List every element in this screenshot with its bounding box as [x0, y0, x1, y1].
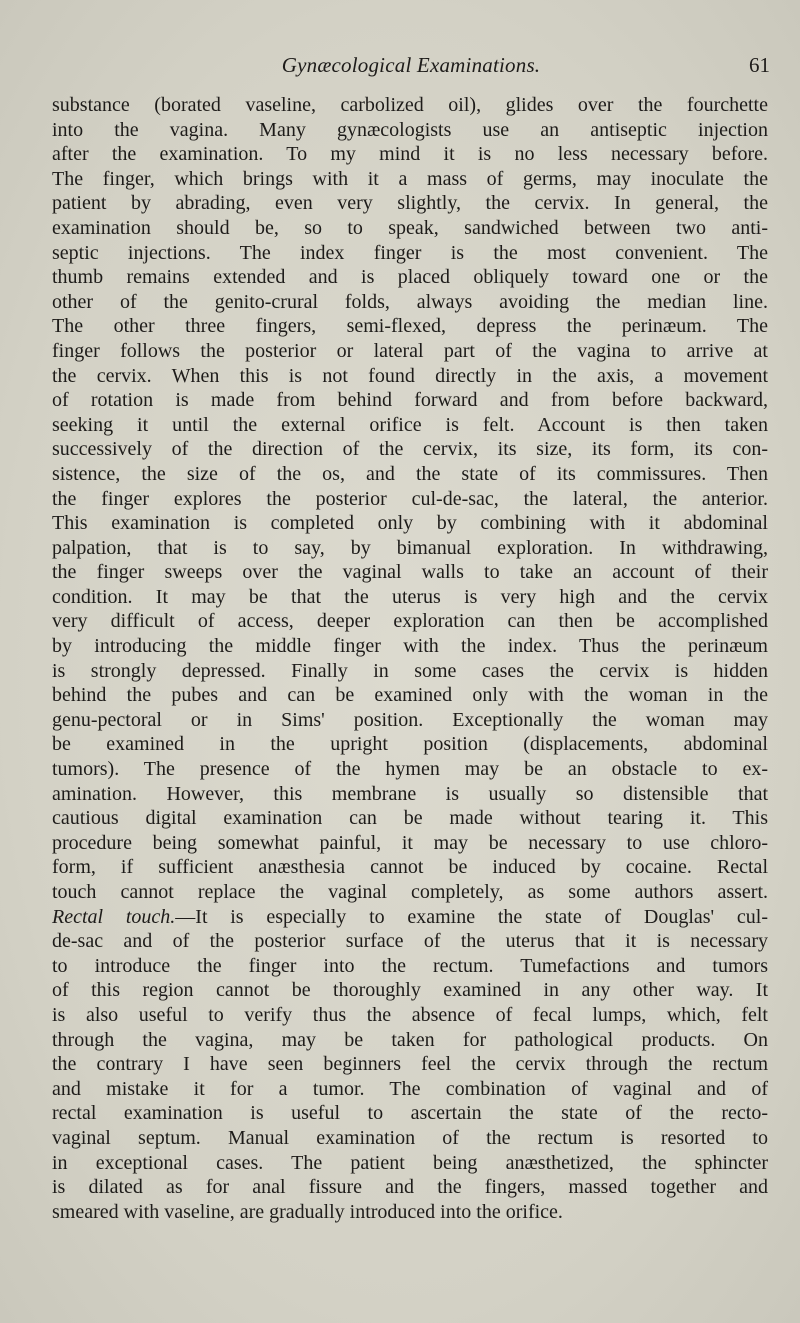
- running-title: Gynæcological Examinations.: [281, 53, 541, 77]
- text-line: of rotation is made from behind forward and from before backward,: [52, 389, 768, 412]
- page-header: [52, 50, 770, 80]
- text-line: septic injections. The index finger is the most convenient. The: [52, 241, 768, 264]
- text-line: sistence, the size of the os, and the state of its commissures. Then: [52, 462, 768, 485]
- text-line: thumb remains extended and is placed obliquely toward one or the: [52, 266, 768, 289]
- text-line: procedure being somewhat painful, it may be necessary to use chloro-: [52, 831, 768, 854]
- rectal-touch-first-line-text: —It is especially to examine the state of Douglas' cul-: [175, 905, 768, 928]
- text-line: the finger explores the posterior cul-de-sac, the lateral, the anterior.: [52, 487, 768, 510]
- text-line: in exceptional cases. The patient being anæsthetized, the sphincter: [52, 1151, 768, 1174]
- text-line: touch cannot replace the vaginal completely, as some authors assert.: [52, 881, 768, 903]
- text-line: and mistake it for a tumor. The combination of vaginal and of: [52, 1077, 768, 1100]
- text-line: form, if sufficient anæsthesia cannot be induced by cocaine. Rectal: [52, 856, 768, 879]
- text-line: by introducing the middle finger with the index. Thus the perinæum: [52, 635, 768, 658]
- text-line: the cervix. When this is not found directly in the axis, a movement: [52, 364, 768, 387]
- text-line: amination. However, this membrane is usually so distensible that: [52, 782, 768, 805]
- text-line: finger follows the posterior or lateral part of the vagina to arrive at: [52, 339, 768, 362]
- text-line: behind the pubes and can be examined only with the woman in the: [52, 684, 768, 707]
- text-line: is also useful to verify thus the absence of fecal lumps, which, felt: [52, 1003, 768, 1026]
- text-line: This examination is completed only by combining with it abdominal: [52, 512, 768, 535]
- body-text: [52, 93, 768, 1224]
- text-line: genu-pectoral or in Sims' position. Exceptionally the woman may: [52, 708, 768, 731]
- text-line: seeking it until the external orifice is felt. Account is then taken: [52, 413, 768, 436]
- text-line: other of the genito-crural folds, always avoiding the median line.: [52, 290, 768, 313]
- rectal-touch-heading: Rectal touch.: [52, 905, 176, 928]
- text-line: condition. It may be that the uterus is very high and the cervix: [52, 585, 768, 608]
- text-line: through the vagina, may be taken for pathological products. On: [52, 1028, 768, 1051]
- text-line: tumors). The presence of the hymen may be an obstacle to ex-: [52, 758, 768, 781]
- text-line: vaginal septum. Manual examination of the rectum is resorted to: [52, 1126, 768, 1149]
- text-line: patient by abrading, even very slightly, the cervix. In general, the: [52, 192, 768, 215]
- text-line: substance (borated vaseline, carbolized oil), glides over the fourchette: [52, 94, 768, 116]
- text-line: is strongly depressed. Finally in some cases the cervix is hidden: [52, 659, 768, 682]
- text-line: smeared with vaseline, are gradually introduced into the orifice.: [52, 1200, 563, 1223]
- text-line: after the examination. To my mind it is no less necessary before.: [52, 143, 768, 166]
- text-line: the contrary I have seen beginners feel the cervix through the rectum: [52, 1053, 768, 1076]
- text-line: rectal examination is useful to ascertain the state of the recto-: [52, 1102, 768, 1125]
- text-line: palpation, that is to say, by bimanual exploration. In withdrawing,: [52, 536, 768, 559]
- text-line: of this region cannot be thoroughly examined in any other way. It: [52, 979, 768, 1002]
- text-line: cautious digital examination can be made without tearing it. This: [52, 807, 768, 830]
- page-number: 61: [749, 53, 770, 77]
- text-line: The other three fingers, semi-flexed, depress the perinæum. The: [52, 315, 768, 338]
- text-line: the finger sweeps over the vaginal walls to take an account of their: [52, 561, 768, 584]
- text-line: into the vagina. Many gynæcologists use an antiseptic injection: [52, 118, 768, 141]
- text-line: The finger, which brings with it a mass of germs, may inoculate the: [52, 167, 768, 190]
- text-line: is dilated as for anal fissure and the fingers, massed together and: [52, 1176, 768, 1199]
- text-line: examination should be, so to speak, sandwiched between two anti-: [52, 216, 768, 239]
- text-line: very difficult of access, deeper exploration can then be accomplished: [52, 610, 768, 633]
- text-line: successively of the direction of the cervix, its size, its form, its con-: [52, 438, 768, 461]
- text-line: be examined in the upright position (displacements, abdominal: [52, 733, 768, 756]
- text-line: to introduce the finger into the rectum. Tumefactions and tumors: [52, 954, 768, 977]
- text-line: de-sac and of the posterior surface of the uterus that it is necessary: [52, 930, 768, 953]
- rectal-touch-first-line: [52, 905, 768, 930]
